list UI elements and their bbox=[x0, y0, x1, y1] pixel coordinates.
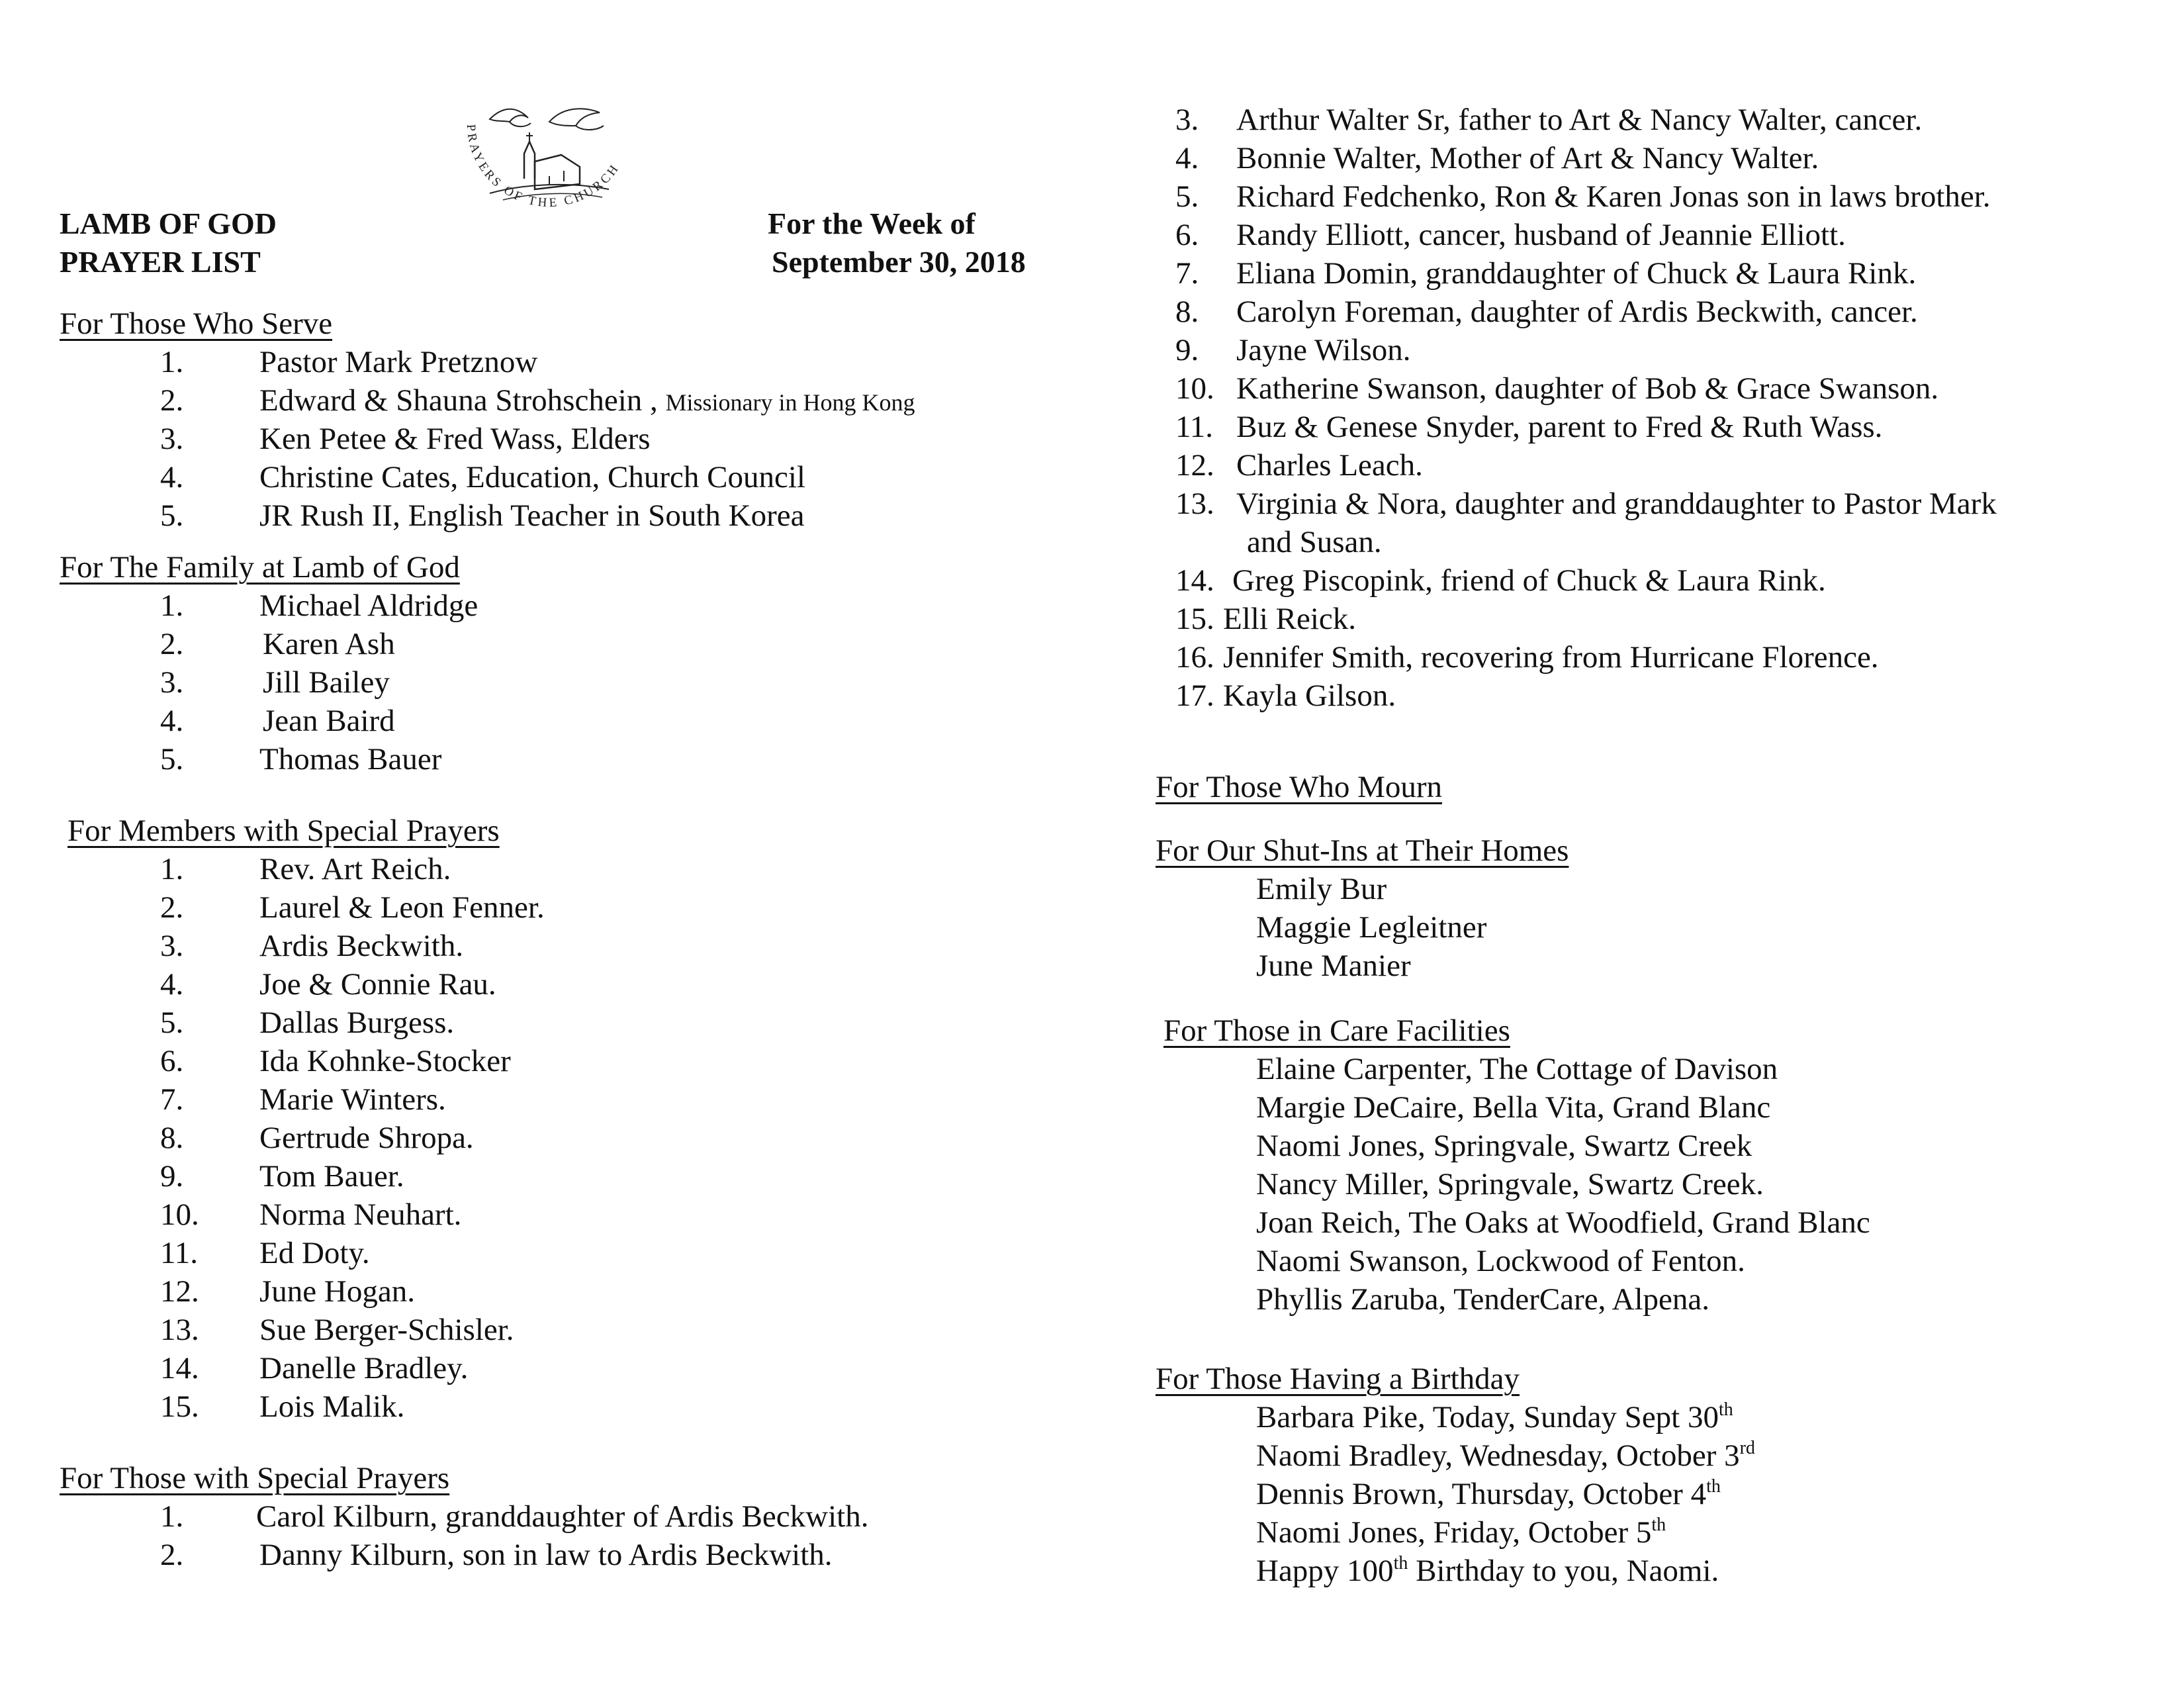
item-number: 15. bbox=[160, 1389, 199, 1424]
item-text: Jill Bailey bbox=[263, 665, 390, 700]
item-text: Danny Kilburn, son in law to Ardis Beckwith. bbox=[259, 1538, 833, 1572]
item-text: Virginia & Nora, daughter and granddaughter to Pastor Mark bbox=[1236, 487, 1997, 521]
item-text: Happy 100 bbox=[1256, 1554, 1394, 1588]
ordinal-suffix: th bbox=[1706, 1476, 1721, 1497]
list-item: Margie DeCaire, Bella Vita, Grand Blanc bbox=[1256, 1090, 1771, 1125]
item-number: 4. bbox=[160, 704, 184, 738]
item-number: 14. bbox=[1175, 563, 1214, 598]
item-text: Dallas Burgess. bbox=[259, 1006, 455, 1040]
logo-text: PRAYERS OF THE CHURCH bbox=[463, 124, 623, 211]
item-text: Danelle Bradley. bbox=[259, 1351, 469, 1385]
item-text: Arthur Walter Sr, father to Art & Nancy Walter, cancer. bbox=[1236, 103, 1923, 137]
list-item bbox=[1256, 1552, 1719, 1590]
item-text: Norma Neuhart. bbox=[259, 1197, 462, 1232]
section-heading-care: For Those in Care Facilities bbox=[1163, 1013, 1510, 1048]
item-text: Tom Bauer. bbox=[259, 1159, 404, 1194]
item-text: Barbara Pike, Today, Sunday Sept 30 bbox=[1256, 1400, 1719, 1434]
list-item: Nancy Miller, Springvale, Swartz Creek. bbox=[1256, 1167, 1764, 1201]
item-text: Michael Aldridge bbox=[259, 588, 478, 623]
list-item: June Manier bbox=[1256, 949, 1411, 983]
item-text: Edward & Shauna Strohschein , bbox=[259, 383, 658, 418]
item-text: Dennis Brown, Thursday, October 4 bbox=[1256, 1477, 1707, 1511]
item-text: Ed Doty. bbox=[259, 1236, 370, 1270]
item-number: 3. bbox=[160, 929, 184, 963]
item-number: 3. bbox=[160, 665, 184, 700]
list-item: Joan Reich, The Oaks at Woodfield, Grand Blanc bbox=[1256, 1205, 1870, 1240]
item-text: Naomi Jones, Friday, October 5 bbox=[1256, 1515, 1652, 1550]
item-number: 1. bbox=[160, 588, 184, 623]
section-heading-members: For Members with Special Prayers bbox=[68, 814, 500, 848]
item-text: Jennifer Smith, recovering from Hurricane Florence. bbox=[1223, 640, 1879, 675]
page-title: LAMB OF GOD bbox=[60, 207, 277, 240]
item-number: 13. bbox=[1175, 487, 1214, 521]
ordinal-suffix: th bbox=[1651, 1515, 1666, 1535]
item-text: Karen Ash bbox=[263, 627, 395, 661]
item-text: Lois Malik. bbox=[259, 1389, 405, 1424]
item-number: 12. bbox=[1175, 448, 1214, 483]
ordinal-suffix: th bbox=[1719, 1399, 1733, 1420]
item-number: 4. bbox=[1175, 141, 1199, 175]
list-item bbox=[1256, 1475, 1721, 1513]
list-item: Emily Bur bbox=[1256, 872, 1387, 906]
list-item: Elaine Carpenter, The Cottage of Davison bbox=[1256, 1052, 1778, 1086]
item-number: 17. bbox=[1175, 679, 1214, 713]
item-number: 3. bbox=[1175, 103, 1199, 137]
item-number: 4. bbox=[160, 967, 184, 1002]
item-number: 3. bbox=[160, 422, 184, 456]
section-heading-birthday: For Those Having a Birthday bbox=[1156, 1362, 1520, 1396]
item-text: Buz & Genese Snyder, parent to Fred & Ruth Wass. bbox=[1236, 410, 1883, 444]
item-number: 7. bbox=[1175, 256, 1199, 291]
item-number: 2. bbox=[160, 890, 184, 925]
item-number: 14. bbox=[160, 1351, 199, 1385]
item-text: Carolyn Foreman, daughter of Ardis Beckwith, cancer. bbox=[1236, 295, 1918, 329]
item-text: Christine Cates, Education, Church Council bbox=[259, 460, 805, 494]
item-number: 10. bbox=[1175, 371, 1214, 406]
item-text: Bonnie Walter, Mother of Art & Nancy Walter. bbox=[1236, 141, 1819, 175]
item-number: 2. bbox=[160, 383, 184, 418]
list-item: Maggie Legleitner bbox=[1256, 910, 1487, 945]
item-number: 1. bbox=[160, 345, 184, 379]
item-number: 8. bbox=[160, 1121, 184, 1155]
item-text: Charles Leach. bbox=[1236, 448, 1423, 483]
section-heading-shutins: For Our Shut-Ins at Their Homes bbox=[1156, 833, 1569, 868]
item-number: 10. bbox=[160, 1197, 199, 1232]
item-number: 16. bbox=[1175, 640, 1214, 675]
list-item bbox=[1256, 1436, 1755, 1475]
item-number: 1. bbox=[160, 1499, 184, 1534]
item-text: Naomi Bradley, Wednesday, October 3 bbox=[1256, 1438, 1740, 1473]
item-text: Eliana Domin, granddaughter of Chuck & Laura Rink. bbox=[1236, 256, 1917, 291]
prayers-of-the-church-logo bbox=[450, 93, 649, 238]
item-text: Ardis Beckwith. bbox=[259, 929, 464, 963]
item-text: Jean Baird bbox=[263, 704, 395, 738]
section-heading-family: For The Family at Lamb of God bbox=[60, 550, 460, 585]
item-number: 15. bbox=[1175, 602, 1214, 636]
item-text: Gertrude Shropa. bbox=[259, 1121, 474, 1155]
item-text: Greg Piscopink, friend of Chuck & Laura Rink. bbox=[1232, 563, 1826, 598]
list-item-continuation bbox=[1247, 523, 1382, 561]
item-number: 11. bbox=[160, 1236, 199, 1270]
list-item bbox=[1256, 1513, 1666, 1552]
item-text: Randy Elliott, cancer, husband of Jeannie Elliott. bbox=[1236, 218, 1846, 252]
item-number: 5. bbox=[160, 742, 184, 776]
item-number: 4. bbox=[160, 460, 184, 494]
ordinal-suffix: rd bbox=[1739, 1438, 1755, 1458]
item-note: Missionary in Hong Kong bbox=[665, 389, 915, 416]
item-text: Laurel & Leon Fenner. bbox=[259, 890, 545, 925]
svg-text:PRAYERS OF THE CHURCH bbox=[464, 124, 623, 210]
item-text: and Susan. bbox=[1247, 525, 1382, 559]
item-number: 11. bbox=[1175, 410, 1214, 444]
item-number: 8. bbox=[1175, 295, 1199, 329]
list-item: Naomi Jones, Springvale, Swartz Creek bbox=[1256, 1129, 1752, 1163]
item-text: JR Rush II, English Teacher in South Korea bbox=[259, 498, 805, 533]
item-text: June Hogan. bbox=[259, 1274, 415, 1309]
item-number: 5. bbox=[1175, 179, 1199, 214]
item-number: 5. bbox=[160, 498, 184, 533]
item-text: Ken Petee & Fred Wass, Elders bbox=[259, 422, 651, 456]
item-number: 12. bbox=[160, 1274, 199, 1309]
item-text: Thomas Bauer bbox=[259, 742, 442, 776]
item-text: Rev. Art Reich. bbox=[259, 852, 451, 886]
section-heading-serve: For Those Who Serve bbox=[60, 306, 333, 341]
item-number: 13. bbox=[160, 1313, 199, 1347]
item-text: Richard Fedchenko, Ron & Karen Jonas son in laws brother. bbox=[1236, 179, 1991, 214]
ordinal-suffix: th bbox=[1393, 1553, 1408, 1573]
item-text: Marie Winters. bbox=[259, 1082, 446, 1117]
page-subtitle: PRAYER LIST bbox=[60, 245, 261, 279]
item-text: Elli Reick. bbox=[1223, 602, 1357, 636]
item-text: Carol Kilburn, granddaughter of Ardis Beckwith. bbox=[256, 1499, 869, 1534]
item-number: 9. bbox=[1175, 333, 1199, 367]
week-label: For the Week of bbox=[768, 207, 976, 240]
item-number: 6. bbox=[160, 1044, 184, 1078]
list-item: Phyllis Zaruba, TenderCare, Alpena. bbox=[1256, 1282, 1709, 1317]
item-number: 7. bbox=[160, 1082, 184, 1117]
item-number: 6. bbox=[1175, 218, 1199, 252]
item-text: Katherine Swanson, daughter of Bob & Grace Swanson. bbox=[1236, 371, 1939, 406]
item-text: Jayne Wilson. bbox=[1236, 333, 1411, 367]
item-number: 5. bbox=[160, 1006, 184, 1040]
item-number: 1. bbox=[160, 852, 184, 886]
item-text: Sue Berger-Schisler. bbox=[259, 1313, 514, 1347]
item-number: 9. bbox=[160, 1159, 184, 1194]
item-text: Pastor Mark Pretznow bbox=[259, 345, 538, 379]
list-item: Naomi Swanson, Lockwood of Fenton. bbox=[1256, 1244, 1745, 1278]
week-date: September 30, 2018 bbox=[772, 245, 1026, 279]
section-heading-mourn: For Those Who Mourn bbox=[1156, 770, 1443, 804]
item-text: Ida Kohnke-Stocker bbox=[259, 1044, 511, 1078]
item-text: Kayla Gilson. bbox=[1223, 679, 1396, 713]
list-item bbox=[1256, 1398, 1733, 1436]
item-number: 2. bbox=[160, 627, 184, 661]
item-number: 2. bbox=[160, 1538, 184, 1572]
item-text-after: Birthday to you, Naomi. bbox=[1408, 1554, 1719, 1588]
item-text: Joe & Connie Rau. bbox=[259, 967, 496, 1002]
section-heading-special: For Those with Special Prayers bbox=[60, 1461, 450, 1495]
